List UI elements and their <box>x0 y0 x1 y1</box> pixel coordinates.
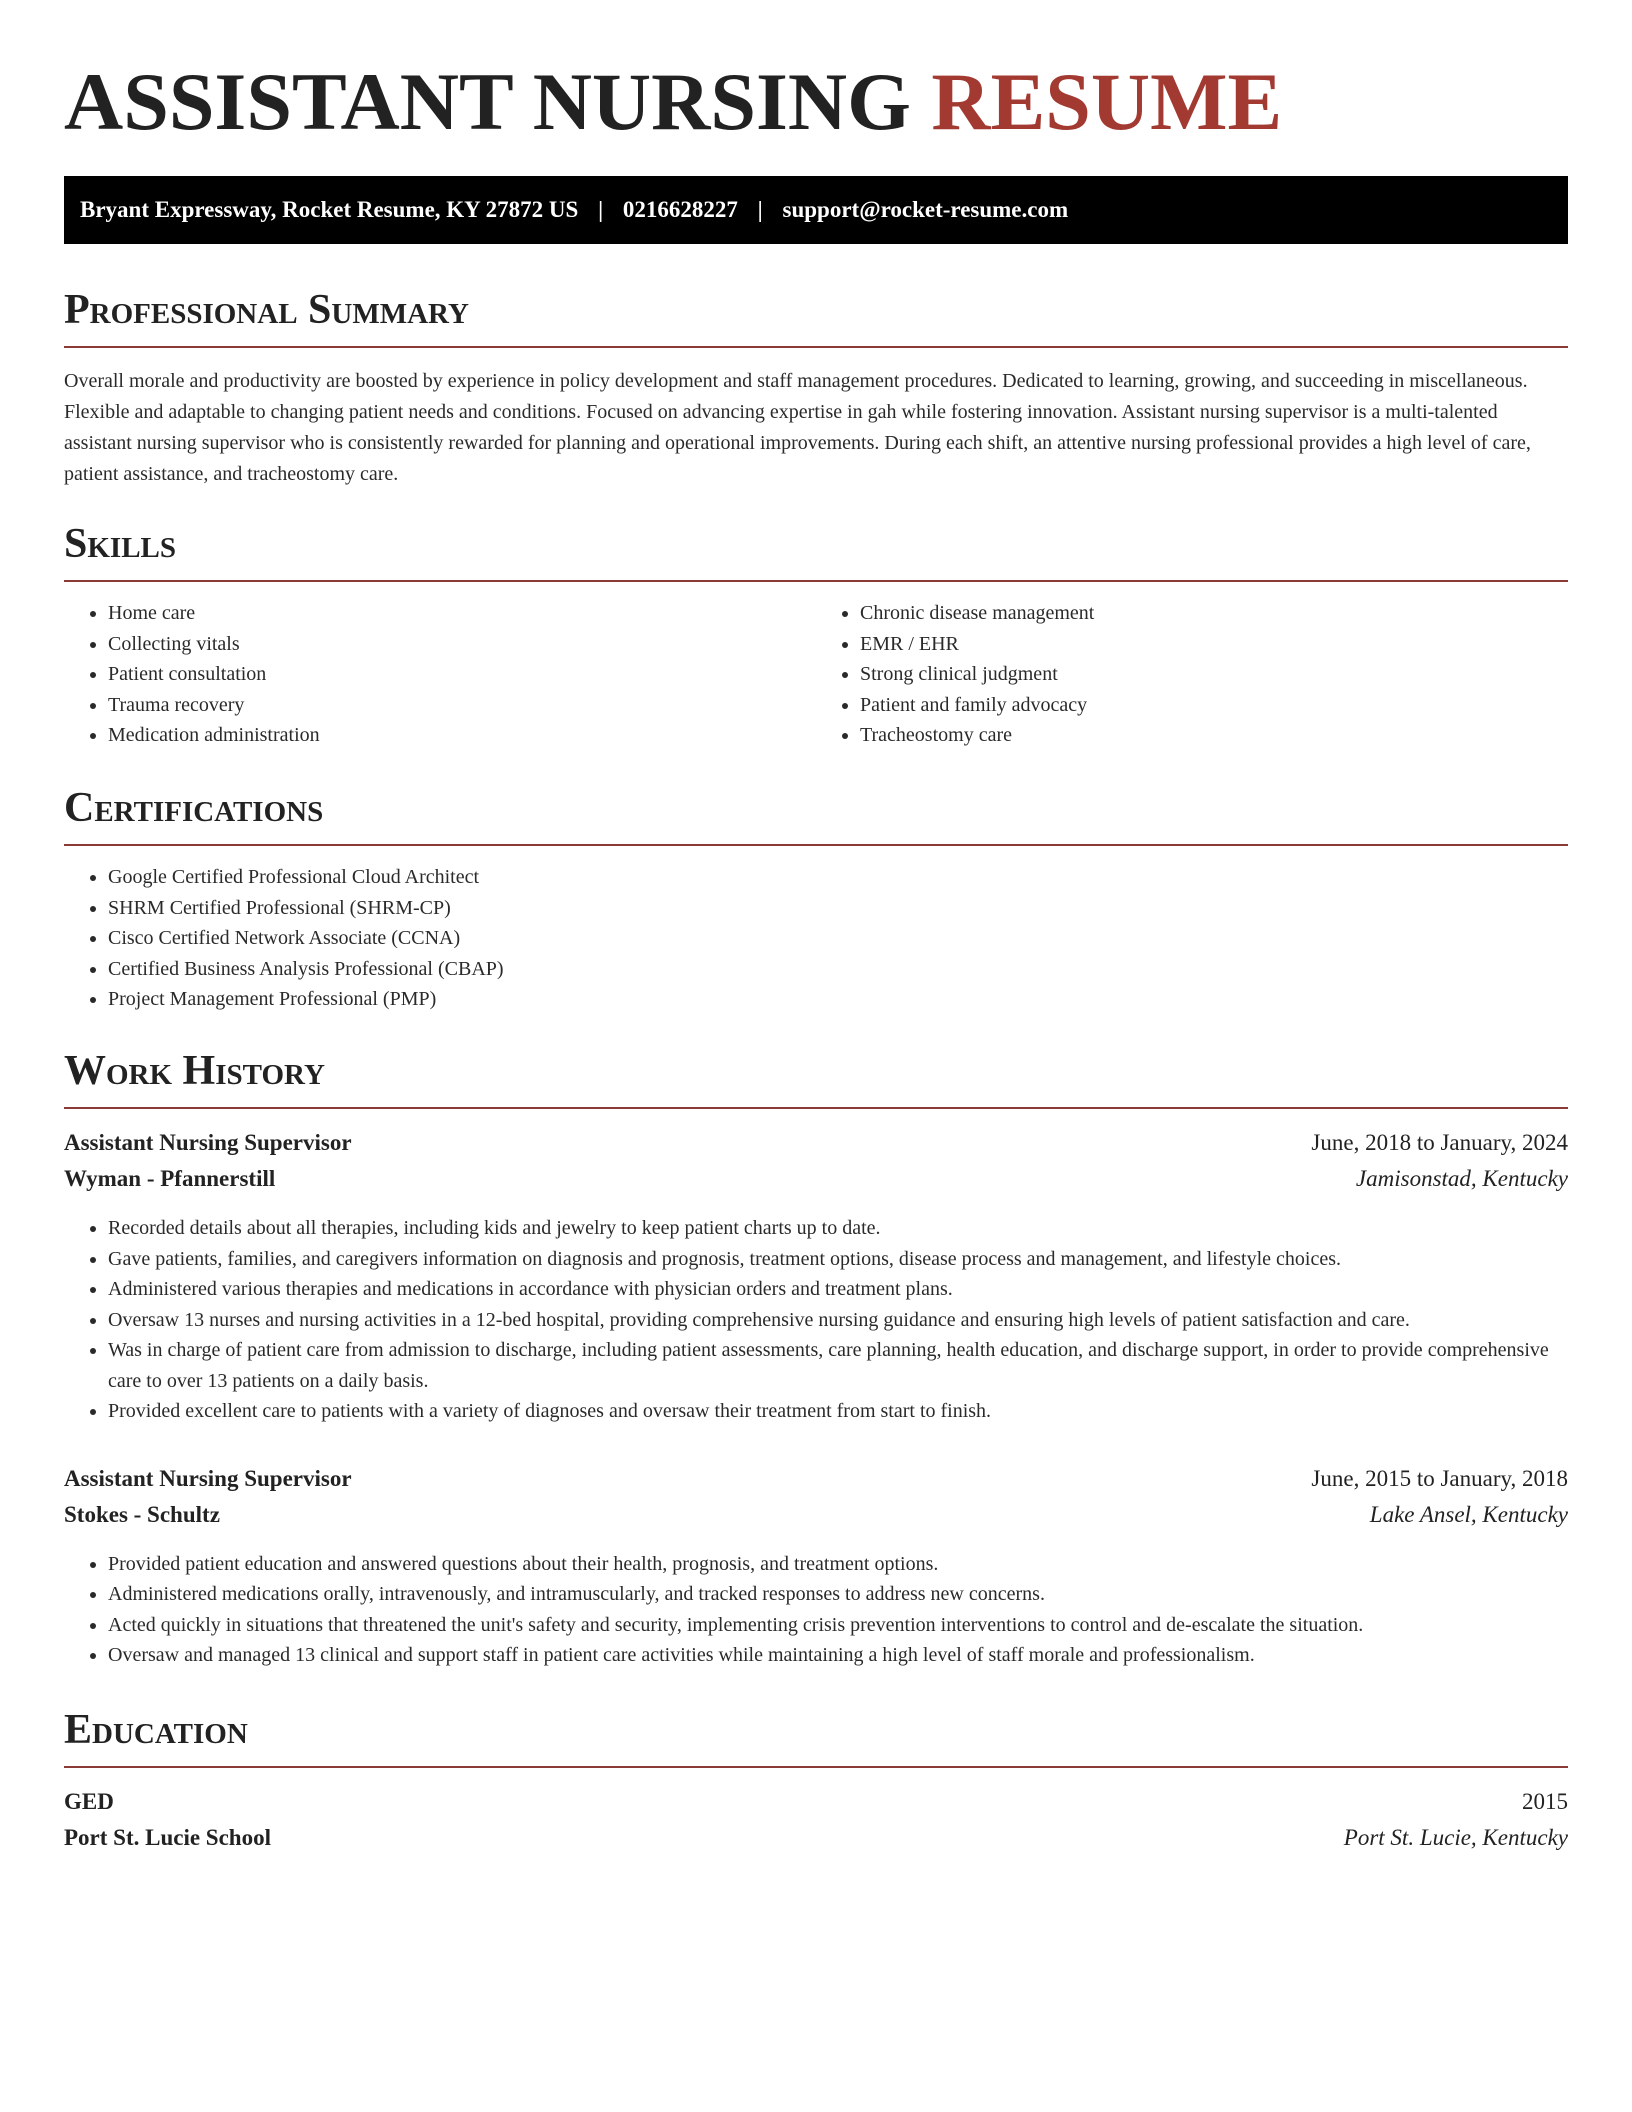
education-section <box>64 1706 1568 1856</box>
list-item: • SHRM Certified Professional (SHRM-CP) <box>108 893 1568 924</box>
list-item: • Chronic disease management <box>860 598 1568 629</box>
education-degree: GED <box>64 1789 114 1814</box>
skills-section <box>64 520 1568 751</box>
list-item: • Administered various therapies and medications in accordance with physician orders and treatment plans. <box>108 1274 1568 1305</box>
job-entry <box>64 1461 1568 1671</box>
job-company: Wyman - Pfannerstill <box>64 1166 276 1191</box>
list-item: • Was in charge of patient care from admission to discharge, including patient assessments, care planning, health education, and discharge support, in order to provide comprehensive care to over 13 patients on a daily basis. <box>108 1335 1568 1396</box>
contact-separator: | <box>598 197 604 222</box>
list-item: • Collecting vitals <box>108 629 816 660</box>
education-header <box>64 1784 1568 1820</box>
list-item: • Tracheostomy care <box>860 720 1568 751</box>
job-title: Assistant Nursing Supervisor <box>64 1465 352 1491</box>
education-subheader <box>64 1820 1568 1856</box>
list-item: • Administered medications orally, intravenously, and intramuscularly, and tracked responses to address new concerns. <box>108 1579 1568 1610</box>
education-entry <box>64 1784 1568 1856</box>
job-header <box>64 1125 1568 1161</box>
job-bullets <box>64 1213 1568 1427</box>
list-item: • Gave patients, families, and caregivers information on diagnosis and prognosis, treatment options, disease process and management, and lifestyle choices. <box>108 1244 1568 1275</box>
list-item: • Cisco Certified Network Associate (CCNA) <box>108 923 1568 954</box>
resume-title <box>64 0 1568 148</box>
job-location: Lake Ansel, Kentucky <box>1369 1501 1568 1527</box>
contact-separator: | <box>757 197 763 222</box>
summary-heading: Professional Summary <box>64 286 1568 348</box>
list-item: • EMR / EHR <box>860 629 1568 660</box>
list-item: • Project Management Professional (PMP) <box>108 984 1568 1015</box>
skills-list-right <box>816 598 1568 751</box>
certifications-heading: Certifications <box>64 784 1568 846</box>
list-item: • Strong clinical judgment <box>860 659 1568 690</box>
skills-columns <box>64 582 1568 751</box>
contact-phone[interactable]: 0216628227 <box>622 197 738 222</box>
job-subheader <box>64 1497 1568 1533</box>
education-location: Port St. Lucie, Kentucky <box>1343 1825 1568 1850</box>
summary-section <box>64 286 1568 490</box>
list-item: • Google Certified Professional Cloud Architect <box>108 862 1568 893</box>
job-company: Stokes - Schultz <box>64 1501 220 1527</box>
list-item: • Provided excellent care to patients with a variety of diagnoses and oversaw their treatment from start to finish. <box>108 1396 1568 1427</box>
list-item: • Oversaw and managed 13 clinical and support staff in patient care activities while maintaining a high level of staff morale and professionalism. <box>108 1640 1568 1671</box>
list-item: • Recorded details about all therapies, including kids and jewelry to keep patient charts up to date. <box>108 1213 1568 1244</box>
job-subheader <box>64 1161 1568 1197</box>
contact-email[interactable]: support@rocket-resume.com <box>782 197 1069 222</box>
list-item: • Oversaw 13 nurses and nursing activities in a 12-bed hospital, providing comprehensive nursing guidance and ensuring high levels of patient satisfaction and care. <box>108 1305 1568 1336</box>
list-item: • Provided patient education and answered questions about their health, prognosis, and treatment options. <box>108 1549 1568 1580</box>
certifications-list <box>64 862 1568 1015</box>
list-item: • Home care <box>108 598 816 629</box>
job-bullets <box>64 1549 1568 1671</box>
contact-bar <box>64 176 1568 244</box>
job-dates: June, 2018 to January, 2024 <box>1311 1130 1568 1155</box>
title-main: ASSISTANT NURSING <box>64 56 911 147</box>
work-history-section <box>64 1047 1568 1671</box>
job-header <box>64 1461 1568 1497</box>
certifications-section <box>64 784 1568 1015</box>
education-school: Port St. Lucie School <box>64 1825 271 1850</box>
list-item: • Patient consultation <box>108 659 816 690</box>
education-heading: Education <box>64 1706 1568 1768</box>
skills-heading: Skills <box>64 520 1568 582</box>
job-title: Assistant Nursing Supervisor <box>64 1130 352 1155</box>
job-location: Jamisonstad, Kentucky <box>1355 1166 1568 1191</box>
contact-address: Bryant Expressway, Rocket Resume, KY 27872 US <box>80 197 579 222</box>
list-item: • Medication administration <box>108 720 816 751</box>
summary-text: Overall morale and productivity are boosted by experience in policy development and staff management procedures. Dedicated to learning, growing, and succeeding in miscellaneous. Flexible and adaptable to changing patient needs and conditions. Focused on advancing expertise in gah while fostering innovation. Assistant nursing supervisor is a multi-talented assistant nursing supervisor who is consistently rewarded for planning and operational improvements. During each shift, an attentive nursing professional provides a high level of care, patient assistance, and tracheostomy care. <box>64 370 1531 485</box>
education-year: 2015 <box>1522 1789 1568 1814</box>
skills-list-left <box>64 598 816 751</box>
job-dates: June, 2015 to January, 2018 <box>1311 1465 1568 1491</box>
list-item: • Patient and family advocacy <box>860 690 1568 721</box>
list-item: • Trauma recovery <box>108 690 816 721</box>
work-history-heading: Work History <box>64 1047 1568 1109</box>
list-item: • Acted quickly in situations that threatened the unit's safety and security, implementing crisis prevention interventions to control and de-escalate the situation. <box>108 1610 1568 1641</box>
list-item: • Certified Business Analysis Professional (CBAP) <box>108 954 1568 985</box>
job-entry <box>64 1125 1568 1427</box>
title-accent: RESUME <box>931 56 1283 147</box>
